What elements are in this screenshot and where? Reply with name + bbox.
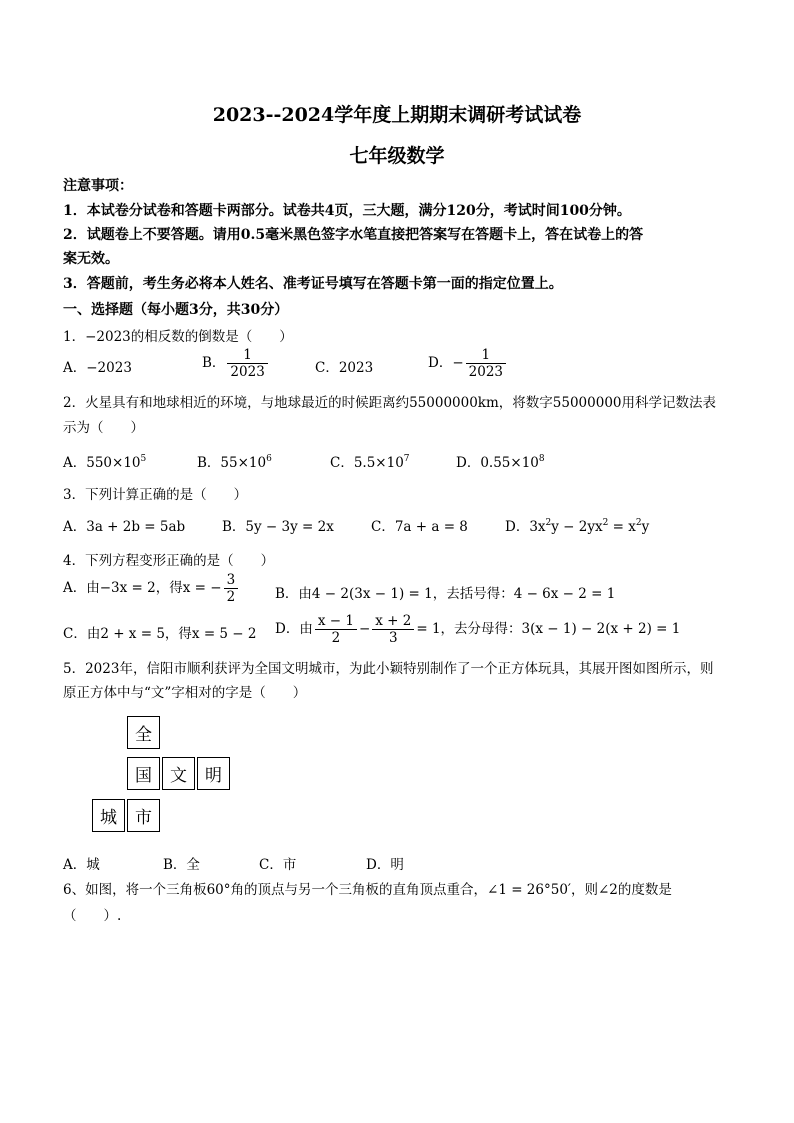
net-cell-wen: 文 xyxy=(162,757,195,790)
q4-d-numerator-2: x + 2 xyxy=(372,613,414,630)
q1-d-numerator: 1 xyxy=(466,347,506,364)
q2-option-d xyxy=(456,451,545,471)
q3-stem: 3．下列计算正确的是（ ） xyxy=(63,487,248,503)
q2-c-exponent: 7 xyxy=(403,454,410,464)
q2-b-exponent: 6 xyxy=(266,454,272,464)
q4-d-fraction-2 xyxy=(372,613,414,646)
q4-d-denominator-2: 3 xyxy=(389,630,398,646)
q4-option-c: C．由2 + x = 5，得x = 5 − 2 xyxy=(63,626,257,642)
q2-option-b xyxy=(197,451,272,471)
q4-d-denominator-1: 2 xyxy=(331,630,341,646)
q4-d-minus: − xyxy=(358,621,371,637)
q2-d-exponent: 8 xyxy=(538,454,545,464)
q3-d-exp-3: 2 xyxy=(635,518,642,528)
notice-item-2-line-2: 案无效。 xyxy=(63,251,119,267)
q2-d-base: D．0.55×10 xyxy=(456,455,539,471)
net-cell-quan: 全 xyxy=(127,716,160,749)
notice-item-1: 1．本试卷分试卷和答题卡两部分。试卷共4页，三大题，满分120分，考试时间100分钟。 xyxy=(63,203,631,219)
q3-d-part-3: = x xyxy=(608,519,636,535)
q6-stem-line-2: （ ）. xyxy=(63,908,122,924)
q4-option-d xyxy=(275,613,680,646)
q4-a-numerator: 3 xyxy=(224,572,239,589)
q3-d-exp-1: 2 xyxy=(545,518,552,528)
page-title: 2023--2024学年度上期期末调研考试试卷 xyxy=(212,104,582,126)
notice-heading: 注意事项： xyxy=(63,178,133,194)
q3-d-part-2: y − 2yx xyxy=(551,519,603,535)
q4-d-numerator-1: x − 1 xyxy=(315,613,357,630)
q1-option-c: C．2023 xyxy=(315,360,374,376)
q4-a-text: A．由−3x = 2，得x = − xyxy=(63,580,222,596)
q1-option-b xyxy=(202,347,270,380)
q2-a-exponent: 5 xyxy=(140,454,147,464)
q1-b-numerator: 1 xyxy=(227,347,267,364)
q3-d-exp-2: 2 xyxy=(602,518,609,528)
q3-option-c: C．7a + a = 8 xyxy=(371,519,468,535)
q2-a-base: A．550×10 xyxy=(63,455,141,471)
q1-option-d xyxy=(428,347,508,380)
q2-option-a xyxy=(63,451,146,471)
q2-stem-line-1: 2．火星具有和地球相近的环境，与地球最近的时候距离约55000000km，将数字55000000用科学记数法表 xyxy=(63,395,716,411)
q2-stem-line-2: 示为（ ） xyxy=(63,420,144,436)
net-cell-guo: 国 xyxy=(127,757,160,790)
notice-item-2-line-1: 2．试题卷上不要答题。请用0.5毫米黑色签字水笔直接把答案写在答题卡上，答在试卷上的答 xyxy=(63,227,644,243)
page-subtitle: 七年级数学 xyxy=(349,145,445,167)
q1-option-b-fraction xyxy=(227,347,267,380)
q1-b-denominator: 2023 xyxy=(230,364,265,380)
net-cell-cheng: 城 xyxy=(92,799,125,832)
q5-option-d: D．明 xyxy=(366,857,404,873)
q1-option-d-label: D．− xyxy=(428,355,464,371)
q2-b-base: B．55×10 xyxy=(197,455,267,471)
q5-option-b: B．全 xyxy=(163,857,200,873)
q3-d-part-4: y xyxy=(641,519,650,535)
net-cell-shi: 市 xyxy=(127,799,160,832)
q4-a-denominator: 2 xyxy=(226,589,236,605)
q1-option-d-fraction xyxy=(466,347,506,380)
q3-option-d xyxy=(505,515,649,535)
notice-item-3: 3．答题前，考生务必将本人姓名、准考证号填写在答题卡第一面的指定位置上。 xyxy=(63,276,563,292)
q4-d-text: D．由 xyxy=(275,621,313,637)
q6-stem-line-1: 6、如图，将一个三角板60°角的顶点与另一个三角板的直角顶点重合，∠1 = 26°50′，则∠2的度数是 xyxy=(63,882,672,898)
q5-option-c: C．市 xyxy=(259,857,297,873)
q4-d-fraction-1 xyxy=(315,613,357,646)
q4-option-b: B．由4 − 2(3x − 1) = 1，去括号得：4 − 6x − 2 = 1 xyxy=(275,586,616,602)
q3-option-b: B．5y − 3y = 2x xyxy=(222,519,334,535)
q2-option-c xyxy=(330,451,410,471)
q4-d-result: = 1，去分母得：3(x − 1) − 2(x + 2) = 1 xyxy=(416,621,681,637)
q5-stem-line-2: 原正方体中与“文”字相对的字是（ ） xyxy=(63,685,307,701)
q1-d-denominator: 2023 xyxy=(468,364,503,380)
q1-option-b-label: B． xyxy=(202,355,226,371)
q4-option-a xyxy=(63,572,240,605)
q1-stem: 1．−2023的相反数的倒数是（ ） xyxy=(63,329,293,345)
q3-option-a: A．3a + 2b = 5ab xyxy=(63,519,186,535)
q1-option-a: A．−2023 xyxy=(63,360,132,376)
q3-d-part-1: D．3x xyxy=(505,519,546,535)
q5-stem-line-1: 5．2023年，信阳市顺利获评为全国文明城市，为此小颖特别制作了一个正方体玩具，其展开图如图所示，则 xyxy=(63,661,714,677)
q2-c-base: C．5.5×10 xyxy=(330,455,404,471)
net-cell-ming: 明 xyxy=(197,757,230,790)
q4-stem: 4．下列方程变形正确的是（ ） xyxy=(63,553,275,569)
q4-a-fraction xyxy=(224,572,239,605)
section-heading: 一、选择题（每小题3分，共30分） xyxy=(63,302,289,318)
q5-option-a: A．城 xyxy=(63,857,100,873)
